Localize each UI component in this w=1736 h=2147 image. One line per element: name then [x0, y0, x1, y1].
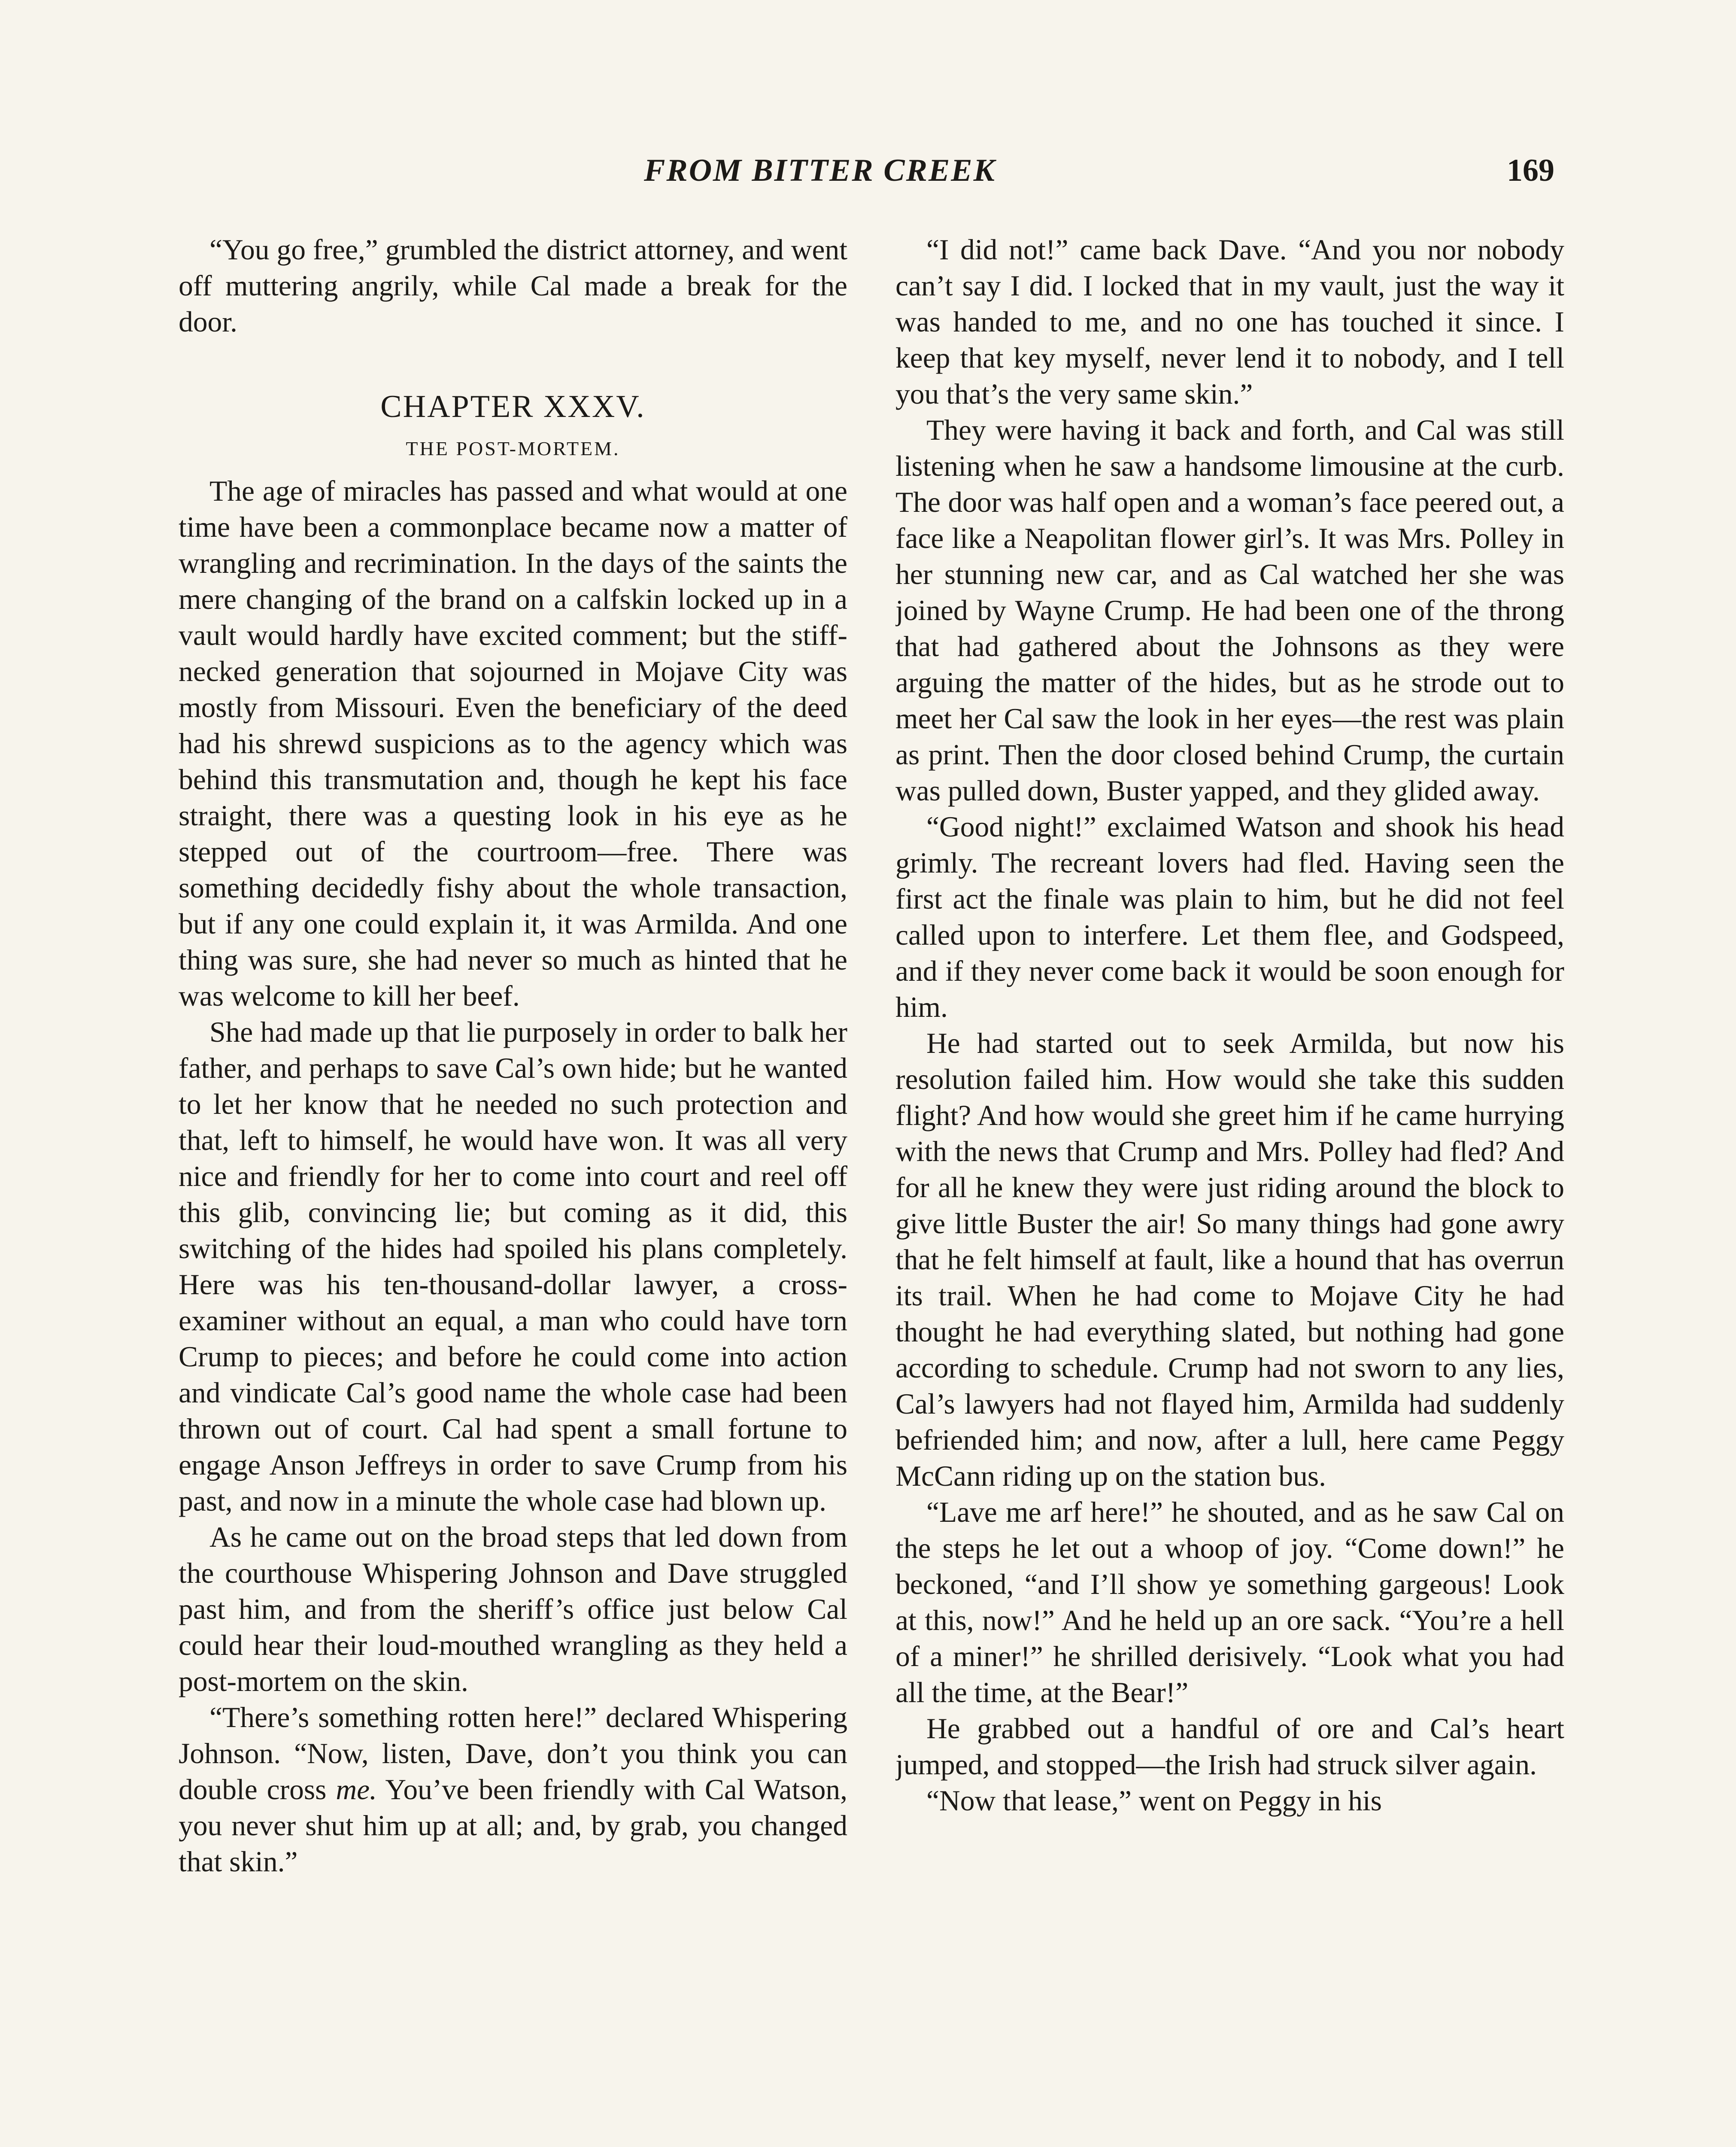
emphasis-text: me. — [336, 1773, 377, 1806]
paragraph: She had made up that lie purposely in order to balk her father, and perhaps to save Cal’s own hide; but he wanted to let her know that he needed no such protection and that, left to himself, he would have won. It was all very nice and friendly for her to come into court and reel off this glib, convincing lie; but coming as it did, this switching of the hides had spoiled his plans completely. Here was his ten-thousand-dollar lawyer, a cross-examiner without an equal, a man who could have torn Crump to pieces; and before he could come into action and vindicate Cal’s good name the whole case had been thrown out of court. Cal had spent a small fortune to engage Anson Jeffreys in order to save Crump from his past, and now in a minute the whole case had blown up. — [179, 1016, 847, 1517]
page-number: 169 — [1507, 153, 1554, 188]
paragraph — [179, 1700, 847, 1880]
paragraph: “Good night!” exclaimed Watson and shook his head grimly. The recreant lovers had fled. Having seen the first act the finale was plain to him, but he did not feel called upon to interfere. Let them flee, and Godspeed, and if they never come back it would be soon enough for him. — [895, 811, 1564, 1023]
paragraph: He grabbed out a handful of ore and Cal’s heart jumped, and stopped—the Irish had struck silver again. — [895, 1712, 1564, 1781]
paragraph-text: “There’s something rotten here!” declared Whispering Johnson. “Now, listen, Dave, don’t you think you can double cross — [179, 1701, 847, 1806]
paragraph: “You go free,” grumbled the district attorney, and went off muttering angrily, while Cal made a break for the door. — [179, 234, 847, 338]
running-title: FROM BITTER CREEK — [644, 153, 996, 188]
paragraph-text: You’ve been friendly with Cal Watson, you never shut him up at all; and, by grab, you changed that skin.” — [179, 1773, 847, 1878]
paragraph: The age of miracles has passed and what would at one time have been a commonplace became now a matter of wrangling and recrimination. In the days of the saints the mere changing of the brand on a calfskin locked up in a vault would hardly have excited comment; but the stiff-necked generation that sojourned in Mojave City was mostly from Missouri. Even the beneficiary of the deed had his shrewd suspicions as to the agency which was behind this transmutation and, though he kept his face straight, there was a questing look in his eye as he stepped out of the courtroom—free. There was something decidedly fishy about the whole transaction, but if any one could explain it, it was Armilda. And one thing was sure, she had never so much as hinted that he was welcome to kill her beef. — [179, 475, 847, 1012]
left-column — [179, 232, 847, 2147]
running-head — [0, 152, 1736, 200]
right-column — [895, 232, 1564, 2147]
paragraph: “I did not!” came back Dave. “And you nor nobody can’t say I did. I locked that in my vault, just the way it was handed to me, and no one has touched it since. I keep that key myself, never lend it to nobody, and I tell you that’s the very same skin.” — [895, 234, 1564, 410]
paragraph: As he came out on the broad steps that led down from the courthouse Whispering Johnson and Dave struggled past him, and from the sheriff’s office just below Cal could hear their loud-mouthed wrangling as they held a post-mortem on the skin. — [179, 1521, 847, 1697]
paragraph: “Lave me arf here!” he shouted, and as he saw Cal on the steps he let out a whoop of joy. “Come down!” he beckoned, “and I’ll show ye something gargeous! Look at this, now!” And he held up an ore sack. “You’re a hell of a miner!” he shrilled derisively. “Look what you had all the time, at the Bear!” — [895, 1496, 1564, 1709]
paragraph: He had started out to seek Armilda, but now his resolution failed him. How would she take this sudden flight? And how would she greet him if he came hurrying with the news that Crump and Mrs. Polley had fled? And for all he knew they were just riding around the block to give little Buster the air! So many things had gone awry that he felt himself at fault, like a hound that has overrun its trail. When he had come to Mojave City he had thought he had everything slated, but nothing had gone according to schedule. Crump had not sworn to any lies, Cal’s lawyers had not flayed him, Armilda had suddenly befriended him; and now, after a lull, here came Peggy McCann riding up on the station bus. — [895, 1027, 1564, 1492]
chapter-subtitle: THE POST-MORTEM. — [406, 438, 620, 459]
chapter-heading: CHAPTER XXXV. — [380, 389, 646, 424]
paragraph: They were having it back and forth, and Cal was still listening when he saw a handsome limousine at the curb. The door was half open and a woman’s face peered out, a face like a Neapolitan flower girl’s. It was Mrs. Polley in her stunning new car, and as Cal watched her she was joined by Wayne Crump. He had been one of the throng that had gathered about the Johnsons as they were arguing the matter of the hides, but as he strode out to meet her Cal saw the look in her eyes—the rest was plain as print. Then the door closed behind Crump, the curtain was pulled down, Buster yapped, and they glided away. — [895, 414, 1564, 807]
paragraph: “Now that lease,” went on Peggy in his — [926, 1785, 1382, 1817]
